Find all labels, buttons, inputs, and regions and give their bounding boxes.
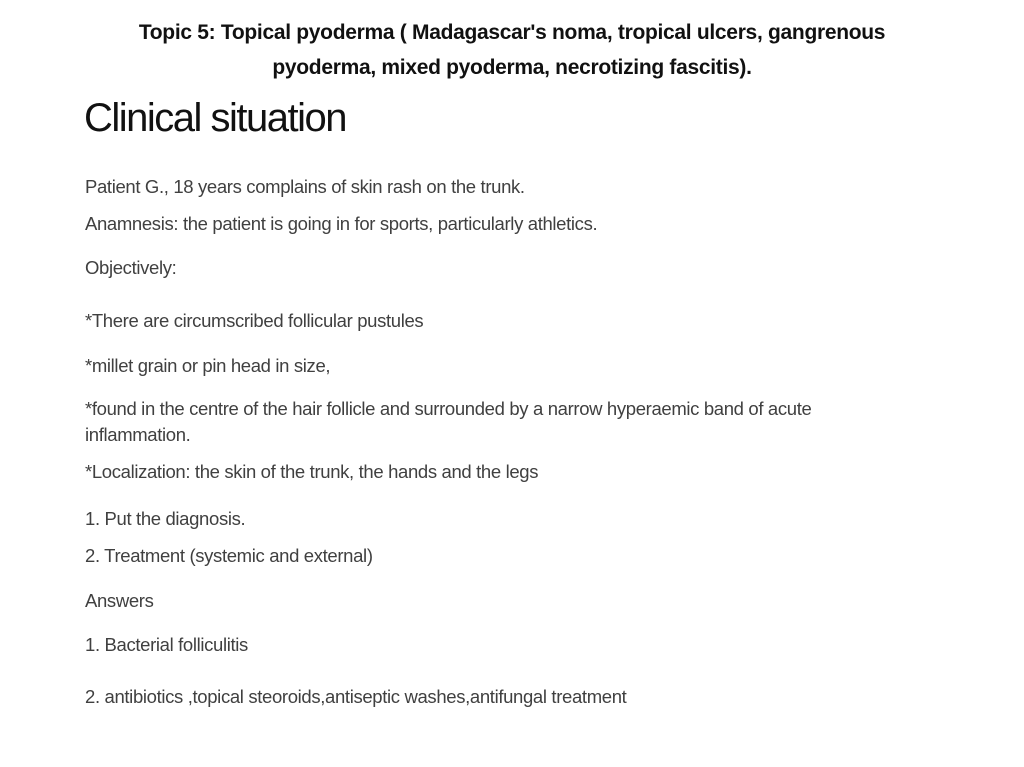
topic-title-line-2: pyoderma, mixed pyoderma, necrotizing fascitis). [272,56,752,79]
patient-complaint: Patient G., 18 years complains of skin rash on the trunk. [85,176,525,197]
topic-title-line-1: Topic 5: Topical pyoderma ( Madagascar's noma, tropical ulcers, gangrenous [138,21,886,44]
answers-label: Answers [85,590,154,611]
objectively-label: Objectively: [85,257,177,278]
finding-location-cont: inflammation. [85,424,191,445]
question-treatment: 2. Treatment (systemic and external) [85,545,373,566]
answer-diagnosis: 1. Bacterial folliculitis [85,634,248,655]
anamnesis: Anamnesis: the patient is going in for sports, particularly athletics. [85,213,598,234]
localization: *Localization: the skin of the trunk, the hands and the legs [85,461,539,482]
finding-location: *found in the centre of the hair follicle and surrounded by a narrow hyperaemic band of acute [85,398,812,419]
question-diagnosis: 1. Put the diagnosis. [85,508,246,529]
finding-size: *millet grain or pin head in size, [85,355,331,376]
finding-pustules: *There are circumscribed follicular pustules [85,310,424,331]
slide-heading: Clinical situation [84,96,347,140]
answer-treatment: 2. antibiotics ,topical steoroids,antiseptic washes,antifungal treatment [85,686,627,707]
